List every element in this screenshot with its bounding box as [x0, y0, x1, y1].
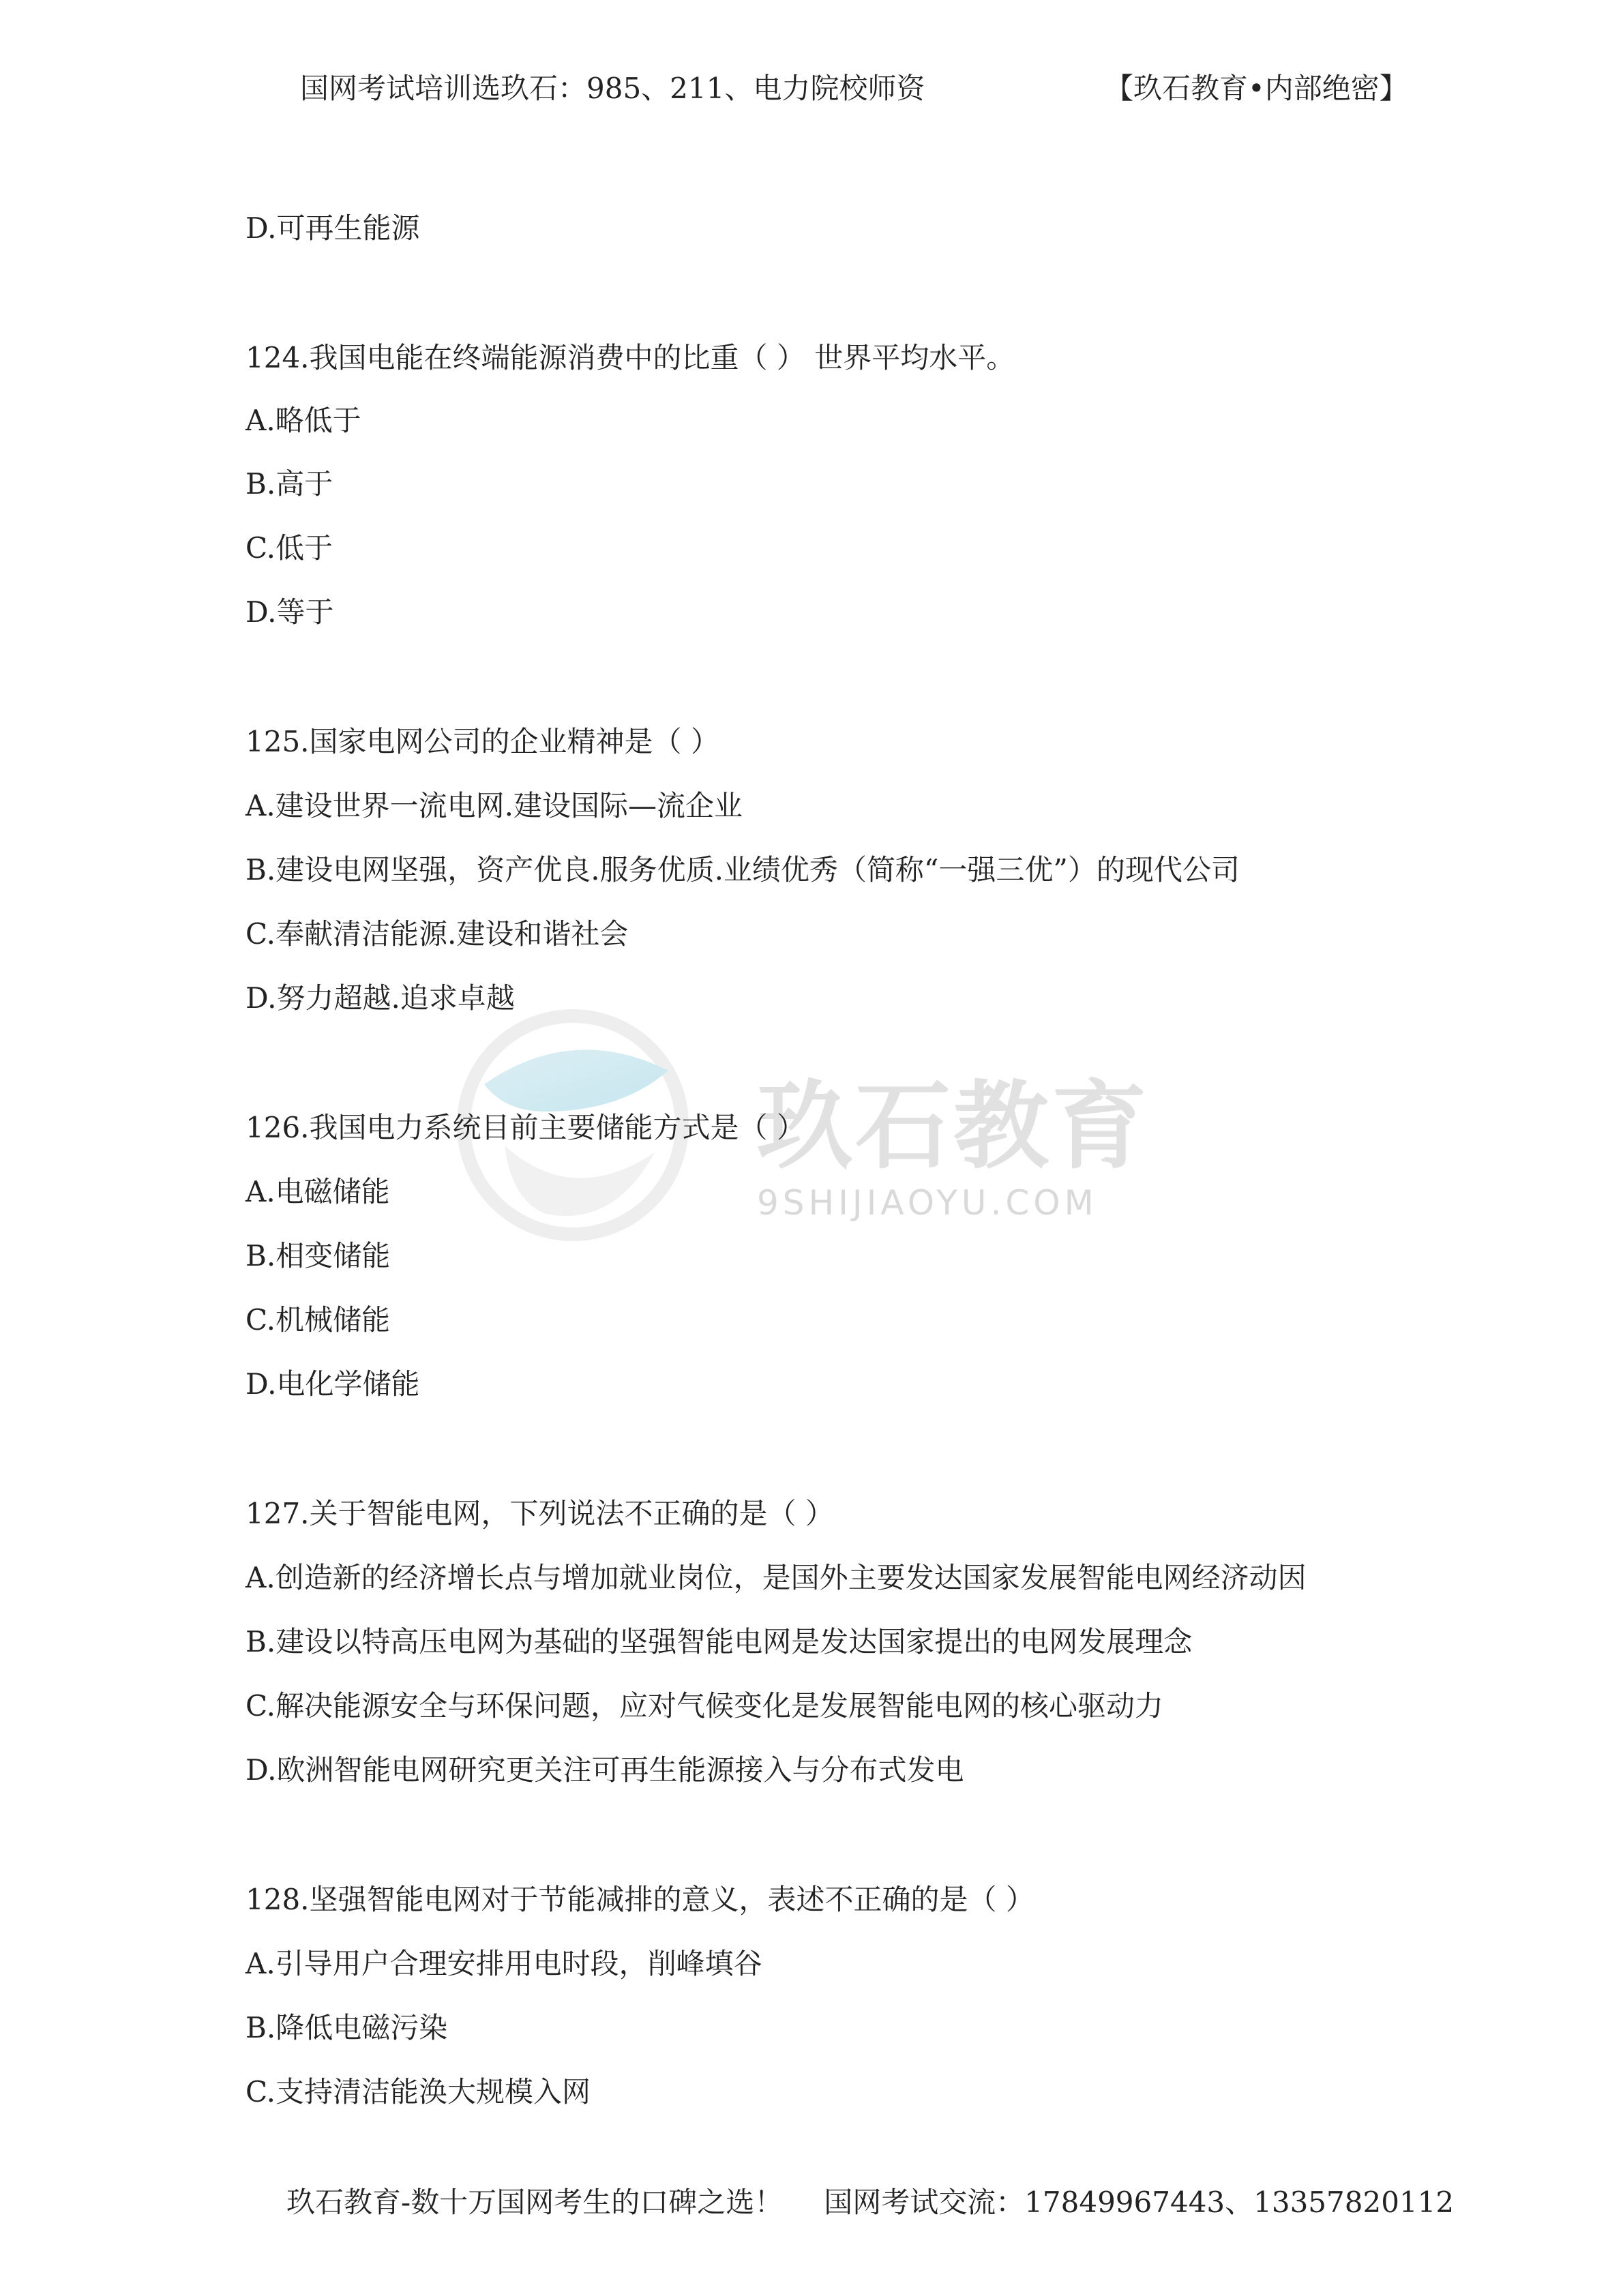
question-126: 126.我国电力系统目前主要储能方式是（ ） — [245, 1111, 805, 1144]
option-126-a: A.电磁储能 — [245, 1175, 390, 1208]
option-128-b: B.降低电磁污染 — [245, 2011, 448, 2044]
option-124-d: D.等于 — [245, 595, 334, 629]
option-126-c: C.机械储能 — [245, 1303, 390, 1337]
option-124-b: B.高于 — [245, 467, 333, 501]
footer-slogan: 玖石教育-数十万国网考生的口碑之选！ — [286, 2186, 784, 2219]
option-128-c: C.支持清洁能涣大规模入网 — [245, 2075, 591, 2108]
question-124: 124.我国电能在终端能源消费中的比重（ ） 世界平均水平。 — [245, 341, 1015, 374]
option-128-a: A.引导用户合理安排用电时段，削峰填谷 — [245, 1947, 762, 1980]
option-126-b: B.相变储能 — [245, 1239, 391, 1272]
option-127-c: C.解决能源安全与环保问题，应对气候变化是发展智能电网的核心驱动力 — [245, 1689, 1163, 1723]
option-123-d: D.可再生能源 — [245, 211, 420, 245]
option-124-c: C.低于 — [245, 531, 333, 565]
header-left-title: 国网考试培训选玖石：985、211、电力院校师资 — [300, 72, 925, 105]
watermark-brand-text: 玖石教育 — [757, 1071, 1150, 1182]
option-125-d: D.努力超越.追求卓越 — [245, 981, 515, 1015]
option-127-b: B.建设以特高压电网为基础的坚强智能电网是发达国家提出的电网发展理念 — [245, 1625, 1193, 1658]
option-126-d: D.电化学储能 — [245, 1367, 420, 1401]
option-125-c: C.奉献清洁能源.建设和谐社会 — [245, 917, 629, 951]
footer-contact: 国网考试交流：17849967443、13357820112 — [824, 2186, 1455, 2219]
option-125-a: A.建设世界一流电网.建设国际—流企业 — [245, 789, 743, 822]
footer — [286, 2182, 1454, 2223]
question-125: 125.国家电网公司的企业精神是（ ） — [245, 725, 719, 758]
header-right-title: 【玖石教育•内部绝密】 — [1105, 72, 1408, 105]
option-127-a: A.创造新的经济增长点与增加就业岗位，是国外主要发达国家发展智能电网经济动因 — [245, 1561, 1307, 1594]
question-127: 127.关于智能电网，下列说法不正确的是（ ） — [245, 1497, 834, 1530]
option-127-d: D.欧洲智能电网研究更关注可再生能源接入与分布式发电 — [245, 1753, 964, 1787]
option-125-b: B.建设电网坚强，资产优良.服务优质.业绩优秀（简称“一强三优”）的现代公司 — [245, 853, 1240, 886]
watermark-url-text: 9SHIJIAOYU.COM — [757, 1183, 1098, 1223]
question-128: 128.坚强智能电网对于节能减排的意义，表述不正确的是（ ） — [245, 1883, 1034, 1916]
option-124-a: A.略低于 — [245, 404, 361, 437]
